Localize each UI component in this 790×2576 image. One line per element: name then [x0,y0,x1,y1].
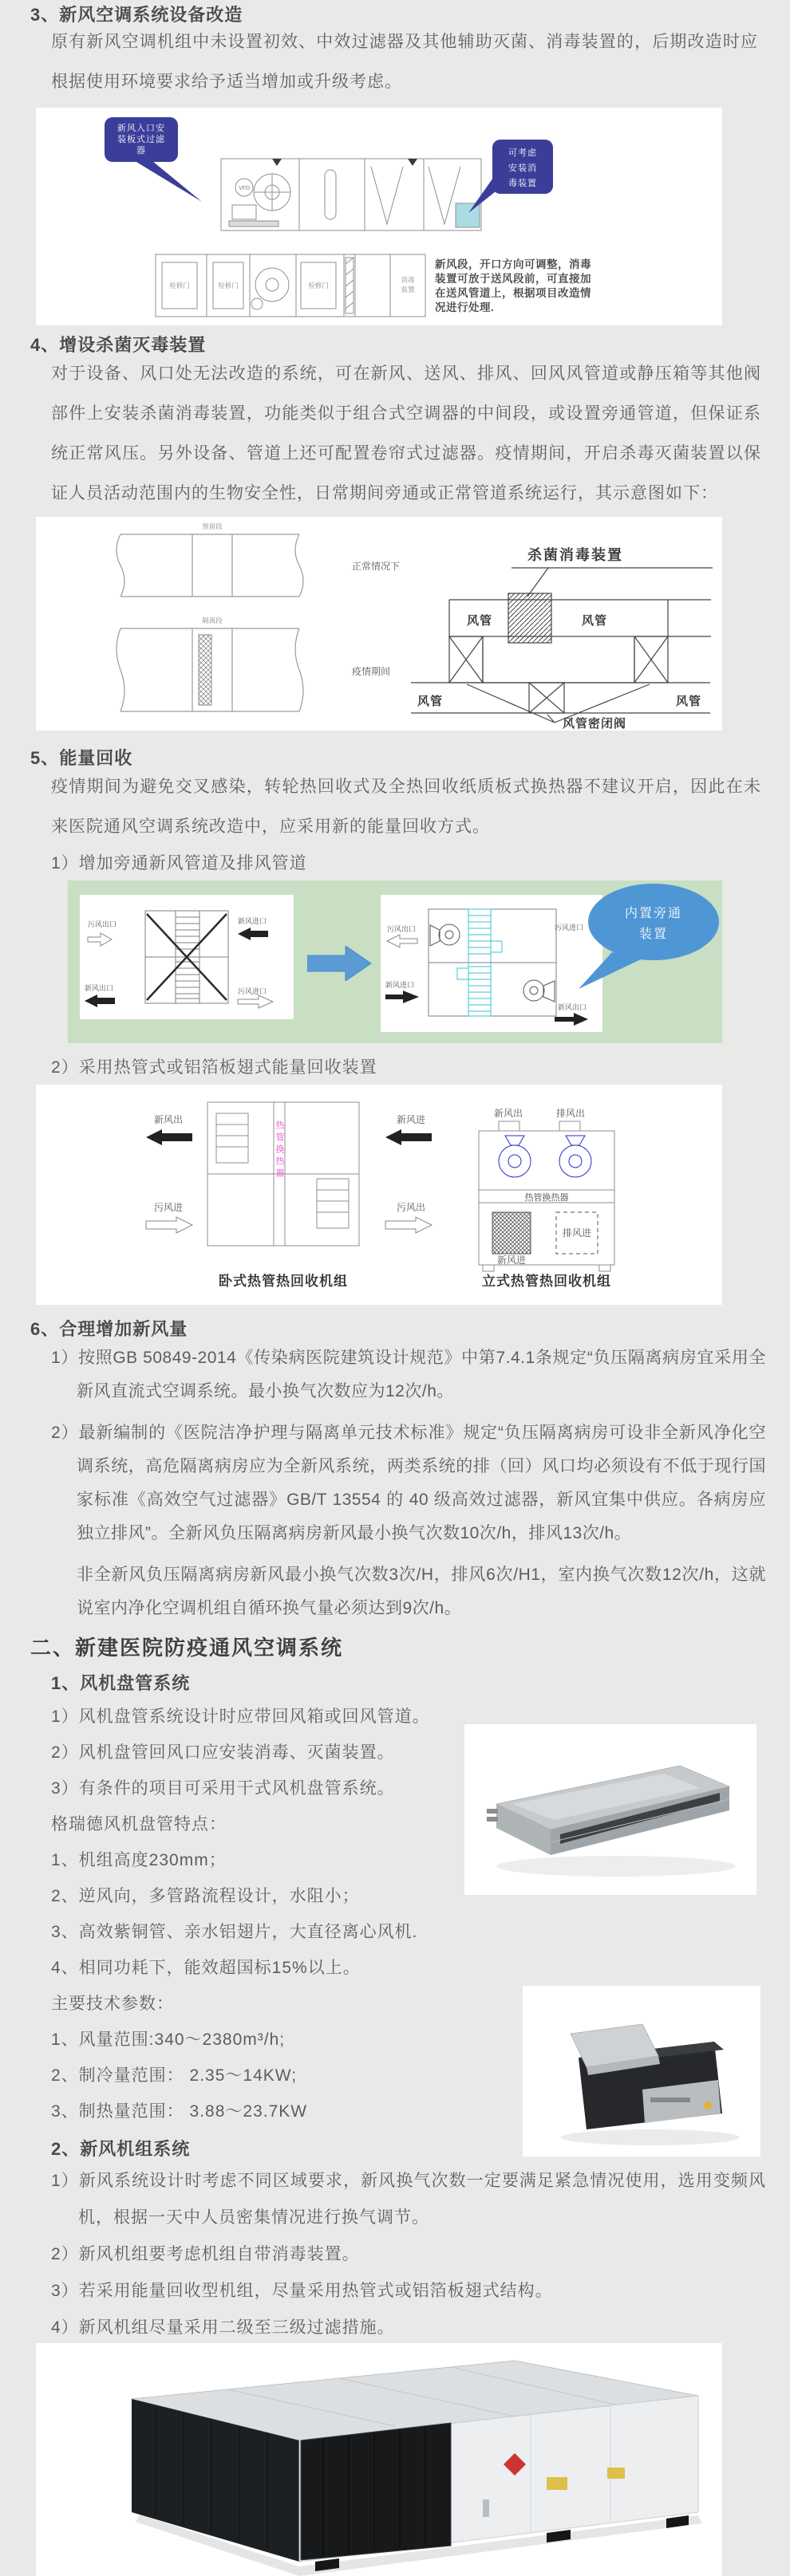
v-fresh-in-grille [492,1212,531,1254]
arrow-dirty-out [88,933,112,946]
fan-coil-list [51,1699,466,2129]
h-fresh-out-arrow [146,1129,192,1145]
fa-item: 4）新风机组尽量采用二级至三级过滤措施。 [51,2318,395,2337]
duct-epidemic-drawing [117,628,303,711]
fc-item: 2）风机盘管回风口应安装消毒、灭菌装置。 [51,1743,395,1762]
fresh-air-title: 2、新风机组系统 [51,2139,191,2159]
fa-item: 2）新风机组要考虑机组自带消毒装置。 [51,2245,360,2263]
label-dirty-in: 污风进口 [554,924,584,932]
section5-paragraph: 疫情期间为避免交叉感染，转轮热回收式及全热回收纸质板式换热器不建议开启，因此在未来医院通风空调系统改造中，应采用新的能量回收方式。 [51,778,761,836]
arrow-fresh-in [385,991,419,1003]
section5-item2: 2）采用热管式或铝箔板翅式能量回收装置 [51,1058,377,1077]
vertical-unit-caption: 立式热管热回收机组 [482,1274,611,1289]
label-fresh-out: 新风出口 [557,1003,587,1011]
horizontal-unit-caption: 卧式热管热回收机组 [219,1274,348,1289]
section6-list [51,1341,766,1633]
svg-text:新风入口安: 新风入口安 [117,124,165,133]
h-fresh-in-label: 新风进 [397,1114,426,1125]
slot-label-normal: 预留段 [202,522,223,530]
section6-title: 6、合理增加新风量 [30,1319,188,1339]
duct-sterilizer-drawing [36,517,722,731]
arrow-fresh-in [238,928,268,940]
access-door-label-3: 检修门 [308,282,329,290]
fc-item: 2、制冷量范围： 2.35～14KW; [51,2066,298,2085]
arrow-fresh-out [85,995,115,1007]
bubble-callout [579,882,721,994]
h-dirty-in-label: 污风进 [154,1202,184,1213]
fan-coil-title: 1、风机盘管系统 [51,1673,191,1693]
section3-paragraph: 原有新风空调机组中未设置初效、中效过滤器及其他辅助灭菌、消毒装置的，后期改造时应根据使用环境要求给予适当增加或升级考虑。 [51,33,758,91]
state-label-normal: 正常情况下 [352,561,401,572]
v-fresh-out-label: 新风出 [493,1108,523,1119]
label-dirty-out: 污风出口 [387,925,417,933]
arrow-dirty-out [387,935,417,947]
slot-label-epidemic: 隔离段 [202,616,223,624]
label-fresh-in: 新风进口 [385,981,415,989]
v-band-label: 热管换热器 [524,1193,569,1203]
v-fresh-in-label: 新风进 [496,1255,527,1266]
label-dirty-in: 污风进口 [238,987,267,995]
ahu-retrofit-drawing [36,108,722,325]
fa-item: 1）新风系统设计时考虑不同区域要求，新风换气次数一定要满足紧急情况使用，选用变频风机，根据一天中人员密集情况进行换气调节。 [51,2172,766,2227]
ahu-bottom-unit [156,254,425,317]
section6-item3: 非全新风负压隔离病房新风最小换气次数3次/H，排风6次/H1，室内换气次数12次/h，这就说室内净化空调机组自循环换气量必须达到9次/h。 [77,1566,766,1617]
fc-item: 2、逆风向，多管路流程设计，水阻小； [51,1887,360,1905]
duct-label-3: 风管 [417,695,444,708]
access-door-label-1: 检修门 [169,282,190,290]
device-photo-panel [523,1986,760,2157]
duct-label-1: 风管 [466,614,493,628]
wheel-recovery-drawing [80,895,294,1019]
duct-label-2: 风管 [581,614,608,628]
vfd-label: VFD [239,186,250,191]
section4-title: 4、增设杀菌灭毒装置 [30,335,207,355]
fc-item: 3）有条件的项目可采用干式风机盘管系统。 [51,1779,395,1798]
label-fresh-out: 新风出口 [85,984,114,992]
heat-pipe-units-drawing [36,1085,722,1305]
svg-text:安装消: 安装消 [508,163,537,173]
fc-item: 主要技术参数： [51,1995,174,2013]
section4-paragraph: 对于设备、风口处无法改造的系统，可在新风、送风、排风、回风风管道或静压箱等其他阀部件上安装杀菌消毒装置，功能类似于组合式空调器的中间段，或设置旁通管道，但保证系统正常风压。另外设备、管道上还可配置卷帘式过滤器。疫情期间，开启杀毒灭菌装置以保证人员活动范围内的生物安全性，日常期间旁通或正常管道系统运行，其示意图如下： [51,364,761,502]
bypass-unit-panel [381,895,602,1032]
wheel-recovery-unit-panel [80,895,294,1019]
ahu-top-unit [221,159,481,230]
access-door-label-2: 检修门 [218,282,239,290]
v-exhaust-out-label: 排风出 [555,1108,586,1119]
h-dirty-out-label: 污风出 [397,1202,426,1213]
svg-text:装板式过滤: 装板式过滤 [117,135,165,144]
fc-item: 1、机组高度230mm； [51,1851,227,1869]
fc-item: 4、相同功耗下，能效超国标15%以上。 [51,1959,361,1977]
state-label-epidemic: 疫情期间 [352,666,391,677]
arrow-dirty-in [238,995,273,1008]
disinfect-label-line1: 消毒 [401,276,415,284]
h-fresh-in-arrow [385,1129,432,1145]
section5-title: 5、能量回收 [30,748,133,768]
fc-item: 格瑞德风机盘管特点： [51,1815,227,1834]
svg-text:器: 器 [136,146,146,156]
svg-text:毒装置: 毒装置 [508,179,537,188]
v-exhaust-in-label: 排风进 [562,1227,592,1239]
fan-coil-photo [464,1724,756,1895]
section5-item1: 1）增加旁通新风管道及排风管道 [51,854,307,872]
section6-item1: 1）按照GB 50849-2014《传染病医院建筑设计规范》中第7.4.1条规定“负压隔离病房宜采用全新风直流式空调系统。最小换气次数应为12次/h。 [51,1349,766,1400]
vertical-unit-fans [499,1136,591,1177]
disinfect-label-line2: 装置 [401,286,415,293]
callout-inlet-filter [105,117,202,202]
duct-normal-drawing [117,534,303,597]
svg-text:可考虑: 可考虑 [508,148,537,158]
label-fresh-in: 新风进口 [238,917,267,925]
h-dirty-out-arrow [385,1217,432,1233]
bypass-diagram-panel [68,880,722,1043]
bubble-line1: 内置旁通 [624,907,683,920]
arrow-fresh-out [555,1013,588,1026]
h-fresh-out-label: 新风出 [154,1114,184,1125]
seal-valve-label: 风管密闭阀 [563,717,627,731]
bubble-line2: 装置 [638,928,669,941]
label-dirty-out: 污风出口 [88,920,117,928]
duct-label-4: 风管 [675,695,702,708]
fresh-air-list [51,2163,766,2346]
heat-pipe-units-panel [36,1085,722,1305]
section3-title: 3、新风空调系统设备改造 [30,5,243,25]
bypass-sterilizer-schematic [411,546,713,731]
part2-title: 二、新建医院防疫通风空调系统 [30,1636,344,1660]
diagram-duct-sterilizer-panel [36,517,722,731]
fc-item: 3、高效紫铜管、亲水铝翅片，大直径离心风机. [51,1923,418,1941]
fc-item: 3、制热量范围： 3.88～23.7KW [51,2102,308,2121]
diagram-ahu-retrofit-panel [36,108,722,325]
h-dirty-in-arrow [146,1217,192,1233]
sterilizer-title: 杀菌消毒装置 [527,547,623,563]
fan-coil-photo-panel [464,1724,756,1895]
section6-item2: 2）最新编制的《医院洁净护理与隔离单元技术标准》规定“负压隔离病房可设非全新风净化空调系统，高危隔离病房应为全新风系统，两类系统的排（回）风口均必须设有不低于现行国家标准《高效空气过滤器》GB/T 13554 的 40 级高效过滤器，新风宜集中供应。各病房应独立排风”。全新风负压隔离病房新风最小换气次数10次/h，排风13次/h。 [51,1424,766,1542]
bypass-unit-drawing [381,895,602,1032]
fc-item: 1、风量范围:340～2380m³/h; [51,2030,286,2049]
fa-item: 3）若采用能量回收型机组，尽量采用热管式或铝箔板翅式结构。 [51,2282,553,2300]
ahu-photo-panel [36,2343,722,2576]
device-photo [523,1986,760,2157]
transition-arrow [307,946,373,981]
retrofit-note: 新风段，开口方向可调整，消毒装置可放于送风段前，可直接加在送风管道上，根据项目改造情况进行处理. [435,258,591,313]
fc-item: 1）风机盘管系统设计时应带回风箱或回风管道。 [51,1707,430,1726]
ahu-photo [36,2343,722,2576]
core-label-magenta: 热管换热器 [275,1121,284,1180]
